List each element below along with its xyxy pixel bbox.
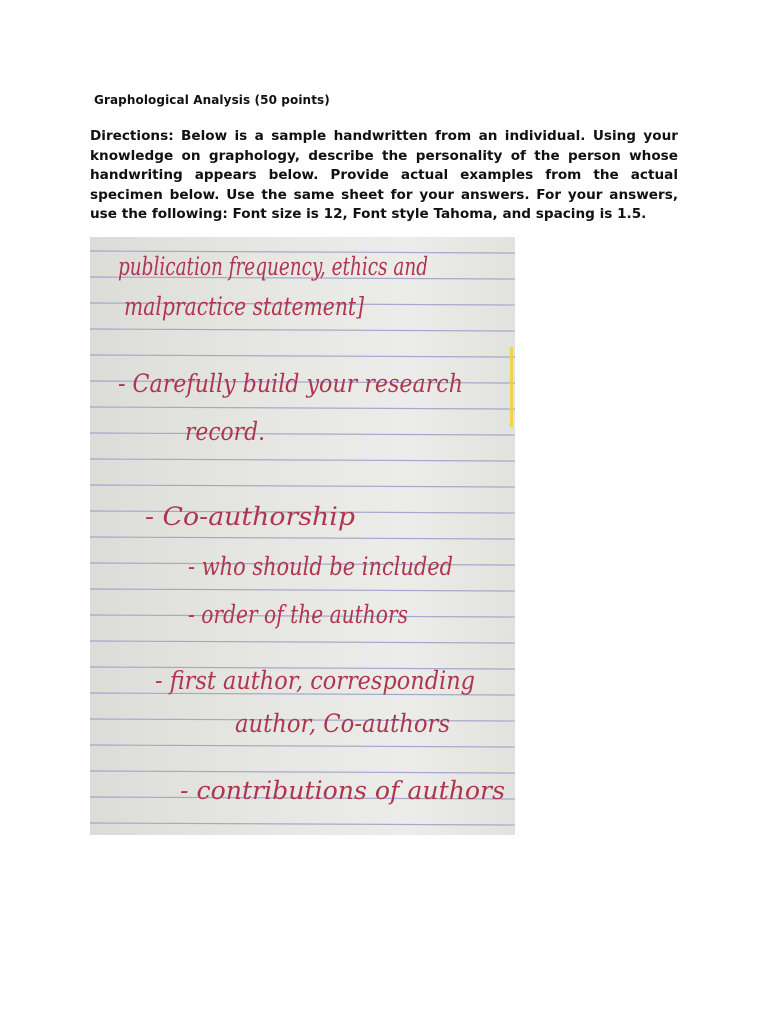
ruled-line bbox=[90, 589, 515, 591]
directions-paragraph: Directions: Below is a sample handwritten from an individual. Using your knowledge on graphology, describe the personality of the person whose handwriting appears below. Provide actual examples from the actual specimen below. Use the same sheet for your answers. For your answers, use the following: Font size is 12, Font style Tahoma, and spacing is 1.5. bbox=[90, 128, 678, 222]
handwriting-specimen-image bbox=[90, 237, 515, 835]
notebook-page bbox=[90, 237, 515, 835]
ruled-line bbox=[90, 433, 515, 435]
handwriting-line-8: - first author, corresponding bbox=[155, 666, 475, 695]
handwriting-line-9: author, Co-authors bbox=[235, 709, 450, 738]
handwriting-line-2: malpractice statement] bbox=[124, 292, 365, 321]
yellow-margin-mark bbox=[510, 347, 513, 427]
ruled-line bbox=[90, 407, 515, 409]
handwriting-line-10: - contributions of authors bbox=[180, 776, 505, 805]
ruled-lines bbox=[90, 251, 515, 825]
ruled-line bbox=[90, 485, 515, 487]
handwriting-line-4: record. bbox=[185, 417, 265, 446]
handwriting-line-7: - order of the authors bbox=[188, 600, 408, 629]
ruled-line bbox=[90, 771, 515, 773]
handwriting-line-3: - Carefully build your research bbox=[118, 369, 463, 398]
document-title: Graphological Analysis (50 points) bbox=[94, 93, 330, 107]
ruled-line bbox=[90, 459, 515, 461]
ruled-line bbox=[90, 537, 515, 539]
ruled-line bbox=[90, 641, 515, 643]
ruled-line bbox=[90, 355, 515, 357]
ruled-line bbox=[90, 329, 515, 331]
handwriting-line-6: - who should be included bbox=[188, 552, 453, 581]
handwriting-line-5: - Co-authorship bbox=[145, 502, 355, 531]
ruled-line bbox=[90, 745, 515, 747]
ruled-line bbox=[90, 823, 515, 825]
handwriting-line-1: publication frequency, ethics and bbox=[118, 252, 428, 281]
